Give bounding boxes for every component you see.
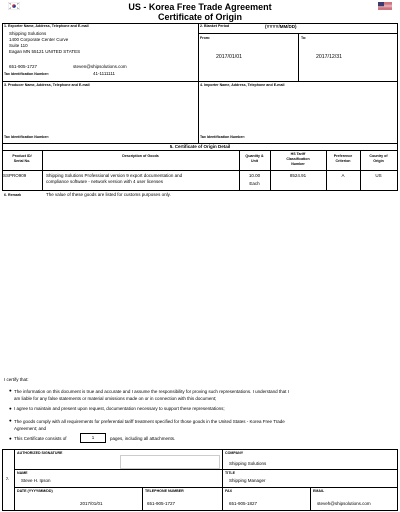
blanket-period-format: (YYYY/MM/DD) xyxy=(265,24,297,29)
exporter-address-3: Eagan MN 55121 UNITED STATES xyxy=(9,49,81,54)
origin-detail-title: 5. Certificate of Origin Detail xyxy=(169,144,231,149)
signature-label: AUTHORIZED SIGNATURE xyxy=(17,451,63,455)
section-7-number: 7. xyxy=(6,477,9,481)
signature-field[interactable] xyxy=(120,455,220,469)
certify-statement-4-prefix: This Certificate consists of xyxy=(14,436,67,441)
remark-text: The value of these goods are listed for customs purposes only. xyxy=(46,192,171,197)
title-value: Shipping Manager xyxy=(229,478,266,483)
col-preference-header: Preference Criterion xyxy=(333,154,353,163)
fax-value: 651-905-1827 xyxy=(229,501,258,506)
bullet-icon: ● xyxy=(9,406,12,411)
from-date: 2017/01/01 xyxy=(216,54,242,60)
company-label: COMPANY xyxy=(225,451,244,455)
exporter-phone: 651-905-1727 xyxy=(9,64,38,69)
pages-count-field[interactable]: 1 xyxy=(80,433,106,443)
row-unit: Each xyxy=(249,181,260,186)
page-subtitle: Certificate of Origin xyxy=(157,12,242,22)
to-date: 2017/12/31 xyxy=(316,54,342,60)
col-product-header: Product ID/ Serial No. xyxy=(12,154,32,163)
producer-tax-label: Tax Identification Number: xyxy=(4,135,50,139)
row-hs-number: 8524.91 xyxy=(289,173,307,178)
importer-label: 4. Importer Name, Address, Telephone and E-mail xyxy=(200,83,285,87)
exporter-address-1: 1400 Corporate Center Curve xyxy=(9,37,69,42)
bullet-icon: ● xyxy=(9,436,12,441)
title-label: TITLE xyxy=(225,471,235,475)
exporter-tax-value: 41-1111111 xyxy=(93,71,116,76)
blanket-period-label: 2. Blanket Period xyxy=(200,24,230,28)
certify-intro: I certify that: xyxy=(4,377,29,382)
col-quantity-header: Quantity & Unit xyxy=(245,154,264,163)
col-hs-header: HS Tariff Classification Number xyxy=(286,152,310,166)
producer-label: 3. Producer Name, Address, Telephone and E-mail xyxy=(4,83,90,87)
exporter-email: steven@shipsolutions.com xyxy=(73,64,127,69)
certify-statement-4-suffix: pages, including all attachments. xyxy=(110,436,176,441)
col-country-header: Country of Origin xyxy=(369,154,388,163)
remark-label: 6. Remark xyxy=(4,193,22,197)
exporter-address-2: Suite 110 xyxy=(9,43,28,48)
exporter-tax-label: Tax Identification Number: xyxy=(4,72,50,76)
page-title: US - Korea Free Trade Agreement xyxy=(128,2,272,12)
date-value: 2017/01/01 xyxy=(80,501,103,506)
certify-statement-3: The goods comply with all requirements for preferential tariff treatment specified for those goods in the United States - Korea Free Trade Agreement; and xyxy=(14,419,285,431)
importer-tax-label: Tax Identification Number: xyxy=(200,135,246,139)
row-description-2: compliance software - network version with 4 user licenses xyxy=(46,179,164,184)
email-label: EMAIL xyxy=(313,489,325,493)
email-value: steveh@shipsolutions.com xyxy=(317,501,371,506)
certify-statement-1: The information on this document is true and accurate and I assume the responsibility for proving such representations. I understand that I am liable for any false statements or material omissions made on or in connection with this document; xyxy=(14,389,289,401)
to-label: To: xyxy=(301,36,307,40)
row-quantity: 10.00 xyxy=(248,173,261,178)
exporter-name: Shipping Solutions xyxy=(9,31,47,36)
row-preference: A xyxy=(341,173,345,178)
bullet-icon: ● xyxy=(9,388,12,393)
telephone-label: TELEPHONE NUMBER xyxy=(145,489,184,493)
telephone-value: 651-905-1727 xyxy=(147,501,176,506)
exporter-label: 1. Exporter Name, Address, Telephone and E-mail xyxy=(4,24,89,28)
row-description-1: Shipping Solutions Professional version 9 export documentation and xyxy=(46,173,183,178)
fax-label: FAX xyxy=(225,489,232,493)
name-label: NAME xyxy=(17,471,28,475)
date-label: DATE (YYYY/MM/DD) xyxy=(17,489,53,493)
row-product-id: SSPRO909 xyxy=(3,173,27,178)
company-value: Shipping Solutions xyxy=(229,461,267,466)
row-country: US xyxy=(375,173,382,178)
bullet-icon: ● xyxy=(9,418,12,423)
certify-statement-2: I agree to maintain and present upon request, documentation necessary to support these representations; xyxy=(14,406,225,411)
name-value: Steve H. Ipson xyxy=(21,478,51,483)
col-description-header: Description of Goods xyxy=(122,154,159,158)
from-label: From: xyxy=(200,36,211,40)
